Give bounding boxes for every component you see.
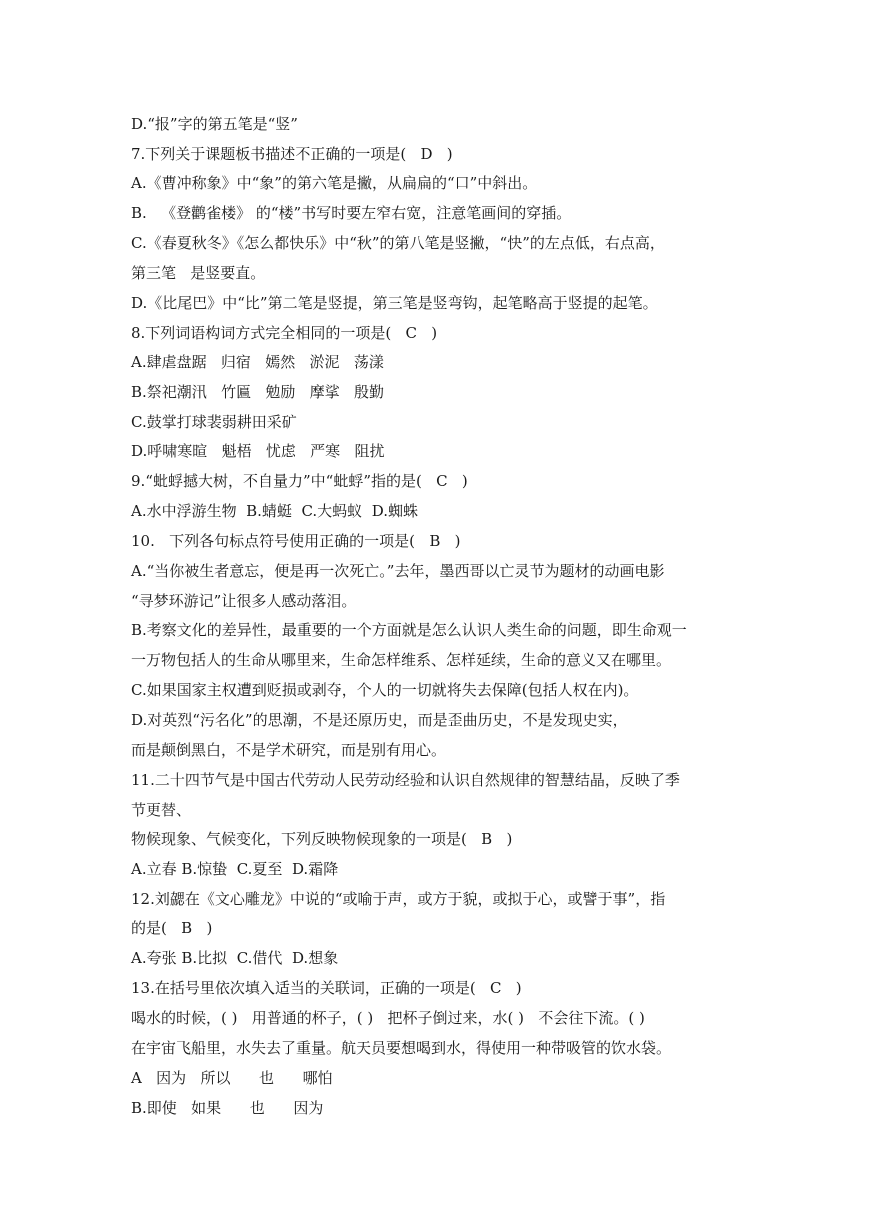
option-line: B.考察文化的差异性，最重要的一个方面就是怎么认识人类生命的问题，即生命观一 (131, 621, 687, 639)
text-line: 在宇宙飞船里，水失去了重量。航天员要想喝到水，得使用一种带吸管的饮水袋。 (131, 1039, 672, 1057)
text-line: 节更替、 (131, 801, 192, 819)
text-line: 的是( B ) (131, 919, 213, 937)
option-line: C.《春夏秋冬》《怎么都快乐》中“秋”的第八笔是竖撇，“快”的左点低，右点高， (131, 234, 665, 252)
option-line: D.呼啸寒暄 魁梧 忧虑 严寒 阻扰 (131, 442, 385, 460)
text-line: 一万物包括人的生命从哪里来，生命怎样维系、怎样延续，生命的意义又在哪里。 (131, 651, 672, 669)
option-line: C.鼓掌打球裴弱耕田采矿 (131, 413, 297, 431)
question-9-stem: 9.“蚍蜉撼大树，不自量力”中“蚍蜉”指的是( C ) (131, 472, 468, 490)
option-line: C.如果国家主权遭到贬损或剥夺，个人的一切就将失去保障(包括人权在内)。 (131, 681, 639, 699)
text-line: 物候现象、气候变化，下列反映物候现象的一项是( B ) (131, 830, 513, 848)
option-line: A.水中浮游生物 B.蜻蜓 C.大蚂蚁 D.蜘蛛 (131, 502, 418, 520)
text-line: 而是颠倒黑白，不是学术研究，而是别有用心。 (131, 741, 447, 759)
option-line: A.夸张 B.比拟 C.借代 D.想象 (131, 949, 339, 967)
option-line: A.肆虐盘踞 归宿 嫣然 淤泥 荡漾 (131, 353, 384, 371)
option-line: B.即使 如果 也 因为 (131, 1099, 324, 1117)
option-line: B. 《登鹳雀楼》 的“楼”书写时要左窄右宽，注意笔画间的穿插。 (131, 204, 572, 222)
question-11-stem: 11.二十四节气是中国古代劳动人民劳动经验和认识自然规律的智慧结晶，反映了季 (131, 771, 680, 789)
question-13-stem: 13.在括号里依次填入适当的关联词，正确的一项是( C ) (131, 979, 522, 997)
option-line: A.立春 B.惊蛰 C.夏至 D.霜降 (131, 860, 339, 878)
text-line: “寻梦环游记”让很多人感动落泪。 (131, 592, 357, 610)
option-line: A 因为 所以 也 哪怕 (131, 1069, 333, 1087)
text-line: D.“报”字的第五笔是“竖” (131, 115, 298, 133)
option-line: A.“当你被生者意忘，便是再一次死亡。”去年，墨西哥以亡灵节为题材的动画电影 (131, 562, 665, 580)
option-line: D.《比尾巴》中“比”第二笔是竖提，第三笔是竖弯钩，起笔略高于竖提的起笔。 (131, 294, 658, 312)
question-10-stem: 10. 下列各句标点符号使用正确的一项是( B ) (131, 532, 461, 550)
question-12-stem: 12.刘勰在《文心雕龙》中说的“或喻于声，或方于貌，或拟于心，或譬于事”，指 (131, 890, 666, 908)
option-line: A.《曹冲称象》中“象”的第六笔是撇，从扁扁的“口”中斜出。 (131, 174, 538, 192)
text-line: 第三笔 是竖要直。 (131, 264, 266, 282)
option-line: D.对英烈“污名化”的思潮，不是还原历史，而是歪曲历史，不是发现史实， (131, 711, 628, 729)
text-line: 喝水的时候，( ) 用普通的杯子，( ) 把杯子倒过来，水( ) 不会往下流。( ) (131, 1009, 645, 1027)
question-8-stem: 8.下列词语构词方式完全相同的一项是( C ) (131, 324, 438, 342)
option-line: B.祭祀潮汛 竹匾 勉励 摩挲 殷勤 (131, 383, 385, 401)
question-7-stem: 7.下列关于课题板书描述不正确的一项是( D ) (131, 145, 453, 163)
